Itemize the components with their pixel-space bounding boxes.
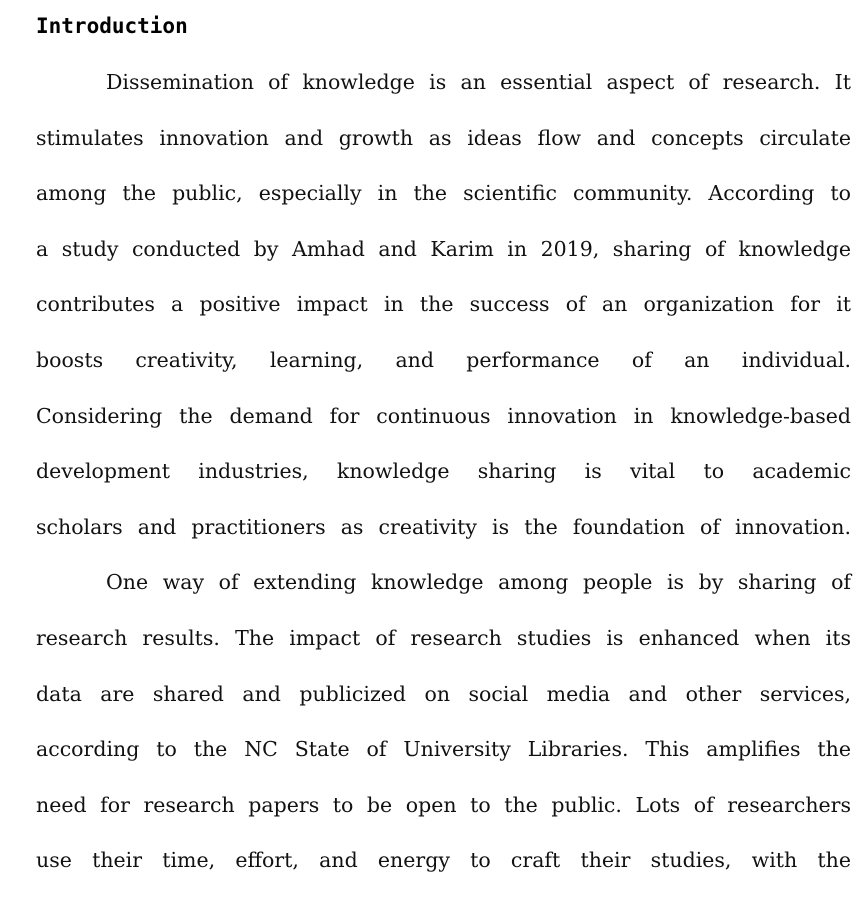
- paragraph-2: [36, 555, 851, 889]
- paragraph-line: among the public, especially in the scientific community. According to: [36, 181, 851, 206]
- paragraph-line: a study conducted by Amhad and Karim in 2019, sharing of knowledge: [36, 236, 851, 261]
- paragraph-line: boosts creativity, learning, and performance of an individual.: [36, 347, 851, 372]
- section-heading: Introduction: [36, 14, 188, 38]
- paragraph-line: contributes a positive impact in the success of an organization for it: [36, 292, 851, 317]
- paragraph-1: [36, 55, 851, 555]
- paragraph-line: according to the NC State of University Libraries. This amplifies the: [36, 737, 851, 762]
- paragraph-line: Dissemination of knowledge is an essential aspect of research. It: [106, 70, 851, 94]
- paragraph-line: data are shared and publicized on social media and other services,: [36, 681, 851, 706]
- paragraph-line: One way of extending knowledge among people is by sharing of: [106, 570, 851, 595]
- paragraph-line: development industries, knowledge sharing is vital to academic: [36, 459, 851, 484]
- paragraph-line: scholars and practitioners as creativity is the foundation of innovation.: [36, 514, 851, 539]
- paragraph-line: need for research papers to be open to the public. Lots of researchers: [36, 792, 851, 817]
- paragraph-line: research results. The impact of research studies is enhanced when its: [36, 625, 851, 650]
- paragraph-line: use their time, effort, and energy to craft their studies, with the: [36, 848, 851, 873]
- document-body: [36, 55, 851, 889]
- paragraph-line: stimulates innovation and growth as ideas flow and concepts circulate: [36, 125, 851, 150]
- paragraph-line: Considering the demand for continuous innovation in knowledge-based: [36, 403, 851, 428]
